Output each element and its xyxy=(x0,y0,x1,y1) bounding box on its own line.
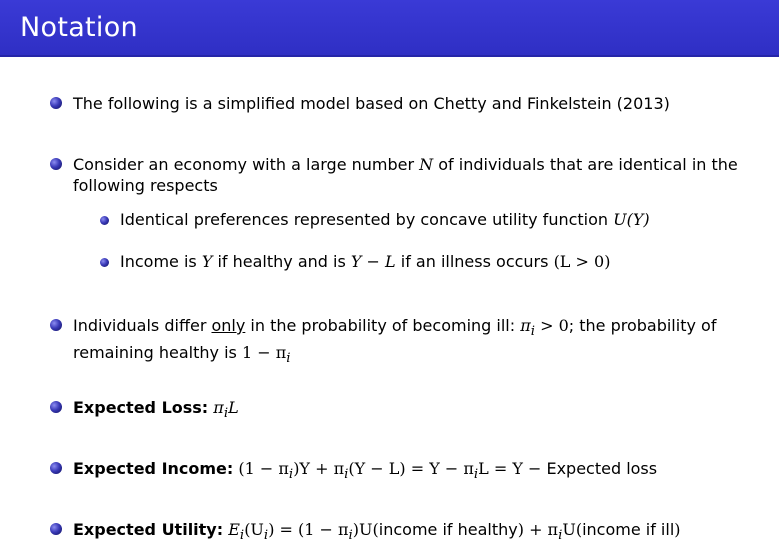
bullet-4-text: Expected Loss: $\pi_iL$ xyxy=(73,398,239,422)
slide-title: Notation xyxy=(20,12,138,43)
sub-bullet-1-text: Identical preferences represented by concave utility function U(Y) xyxy=(120,210,650,229)
bullet-icon xyxy=(50,523,62,535)
bullet-1-text: The following is a simplified model based on Chetty and Finkelstein (2013) xyxy=(73,94,670,113)
bullet-icon xyxy=(50,462,62,474)
bullet-2-text: Consider an economy with a large number N of individuals that are identical in the following respects xyxy=(73,155,738,195)
slide-header xyxy=(0,0,779,57)
bullet-5-text: Expected Income: $(1 - \pi_i)Y + \pi_i(Y - L) = Y - \pi_iL = Y$ − Expected loss xyxy=(73,459,658,483)
bullet-icon xyxy=(50,319,62,331)
bullet-3-text: Individuals differ only in the probability of becoming ill: $\pi_i > 0$; the probability of remaining healthy is $1 - \pi_i$ xyxy=(73,316,717,367)
sub-bullet-icon xyxy=(100,258,109,267)
bullet-icon xyxy=(50,97,62,109)
bullet-6-text: Expected Utility: $E_i(U_i) = (1$ − $\pi_i)U(income$ if healthy) + $\pi_iU(income$ if ill) xyxy=(73,520,681,544)
bullet-icon xyxy=(50,158,62,170)
sub-bullet-icon xyxy=(100,216,109,225)
sub-bullet-2-text: Income is Y if healthy and is Y − L if an illness occurs (L > 0) xyxy=(120,252,611,271)
bullet-icon xyxy=(50,401,62,413)
